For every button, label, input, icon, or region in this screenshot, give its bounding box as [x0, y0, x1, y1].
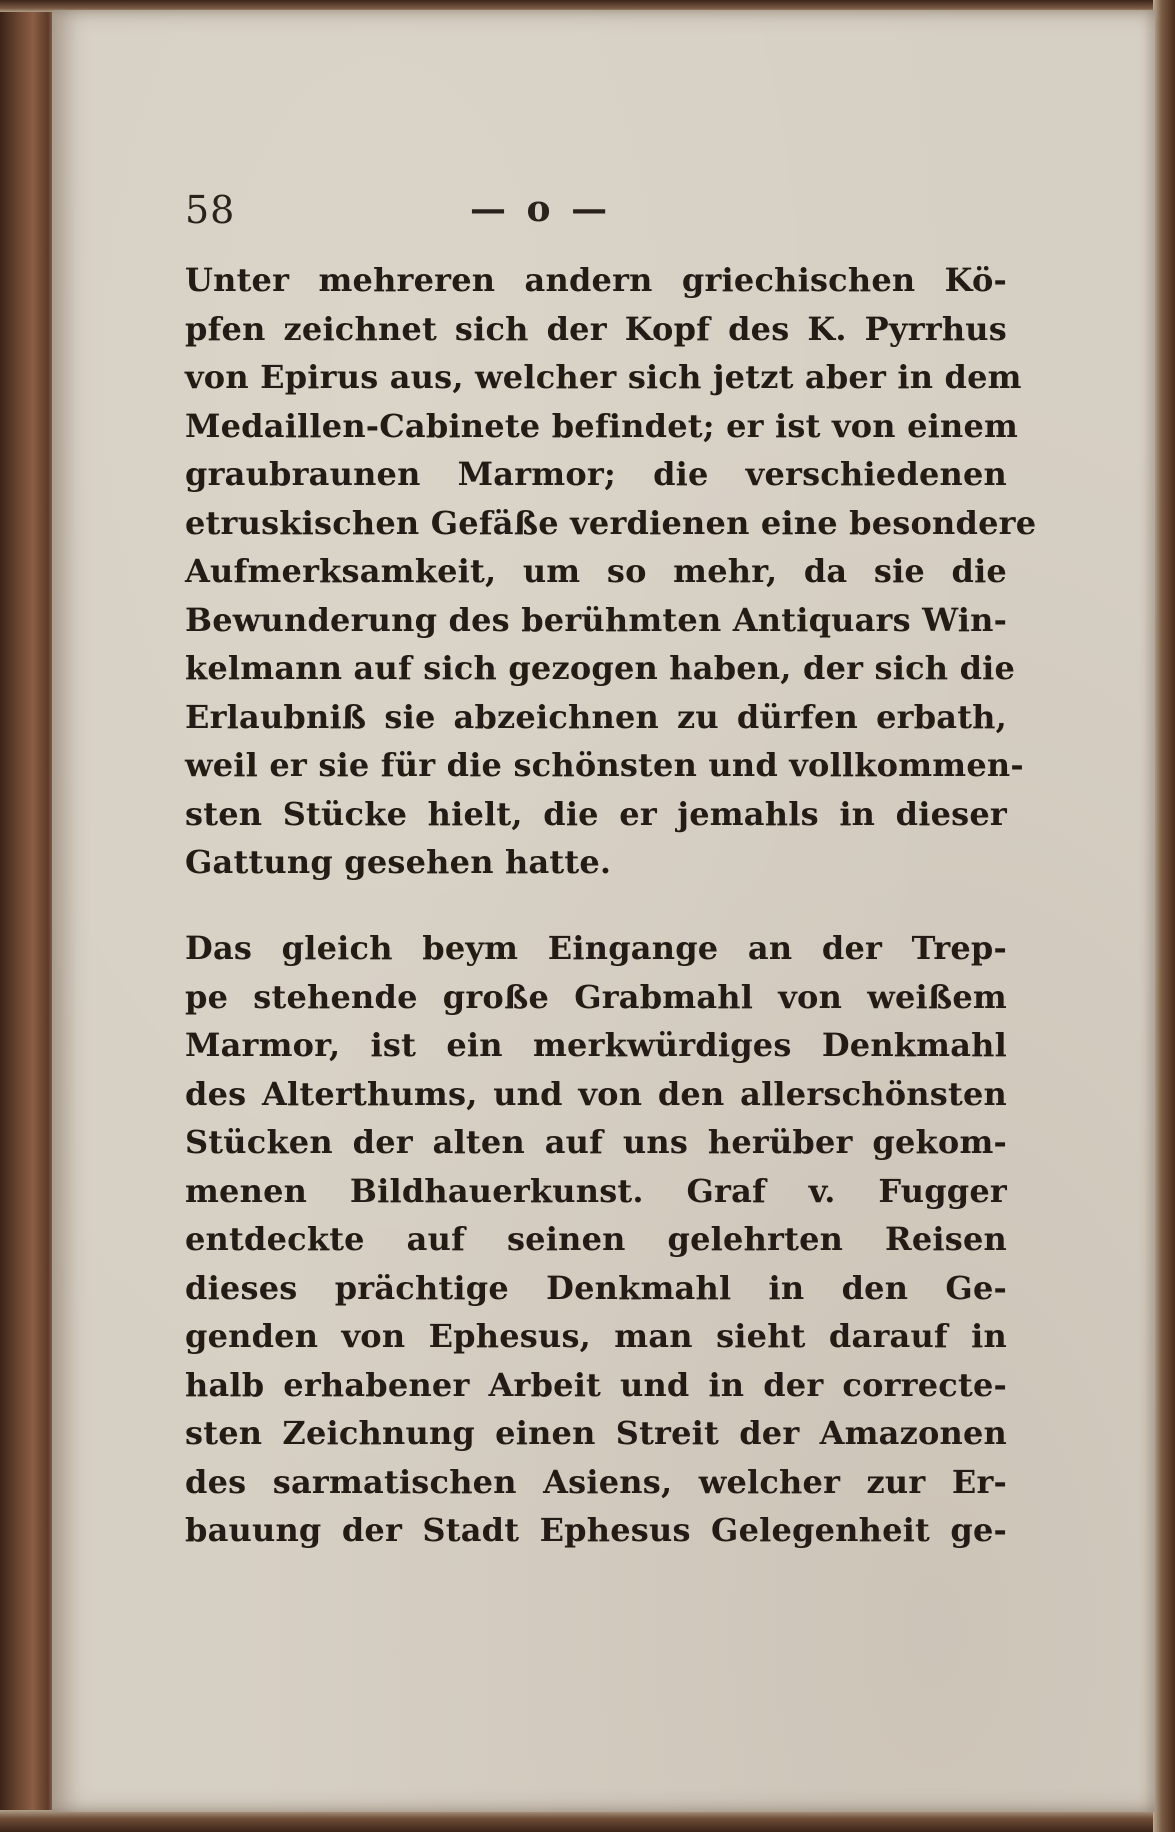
text-line: Aufmerksamkeit, um so mehr, da sie die — [185, 552, 1007, 590]
text-line: genden von Ephesus, man sieht darauf in — [185, 1317, 1007, 1355]
text-line: des sarmatischen Asiens, welcher zur Er- — [185, 1462, 1007, 1501]
book-binding-right — [1153, 0, 1175, 1832]
text-line: Erlaubniß sie abzeichnen zu dürfen erbath, — [185, 697, 1007, 736]
text-line: Stücken der alten auf uns herüber gekom- — [185, 1123, 1007, 1161]
page-header — [185, 188, 705, 238]
text-line: dieses prächtige Denkmahl in den Ge- — [185, 1268, 1007, 1307]
paragraph-2 — [185, 924, 1007, 1555]
text-line: entdeckte auf seinen gelehrten Reisen — [185, 1220, 1007, 1258]
text-line: sten Stücke hielt, die er jemahls in dieser — [185, 794, 1007, 833]
paragraph-1 — [185, 256, 1037, 887]
text-line: Marmor, ist ein merkwürdiges Denkmahl — [185, 1026, 1007, 1064]
text-line: pe stehende große Grabmahl von weißem — [185, 977, 1007, 1016]
running-head: — o — — [470, 188, 612, 230]
text-line: des Alterthums, und von den allerschönsten — [185, 1074, 1007, 1113]
text-line: etruskischen Gefäße verdienen eine besondere — [185, 503, 1037, 542]
text-line: von Epirus aus, welcher sich jetzt aber in dem — [185, 358, 1022, 396]
text-line: Unter mehreren andern griechischen Kö- — [185, 261, 1007, 299]
text-line: Bewunderung des berühmten Antiquars Win- — [185, 600, 1008, 639]
text-line: graubraunen Marmor; die verschiedenen — [185, 455, 1007, 493]
text-line: Gattung gesehen hatte. — [185, 843, 612, 881]
text-line: Das gleich beym Eingange an der Trep- — [185, 929, 1007, 967]
book-binding-bottom — [0, 1810, 1175, 1832]
text-line: halb erhabener Arbeit und in der correcte- — [185, 1365, 1007, 1404]
book-binding-left — [0, 0, 60, 1832]
text-line: menen Bildhauerkunst. Graf v. Fugger — [185, 1171, 1007, 1210]
text-line: pfen zeichnet sich der Kopf des K. Pyrrhus — [185, 309, 1007, 348]
text-line: weil er sie für die schönsten und vollkommen- — [185, 746, 1024, 784]
text-line: sten Zeichnung einen Streit der Amazonen — [185, 1414, 1007, 1452]
page-number: 58 — [185, 188, 236, 232]
text-line: bauung der Stadt Ephesus Gelegenheit ge- — [185, 1511, 1007, 1549]
text-line: Medaillen-Cabinete befindet; er ist von einem — [185, 406, 1019, 445]
text-line: kelmann auf sich gezogen haben, der sich die — [185, 649, 1016, 687]
